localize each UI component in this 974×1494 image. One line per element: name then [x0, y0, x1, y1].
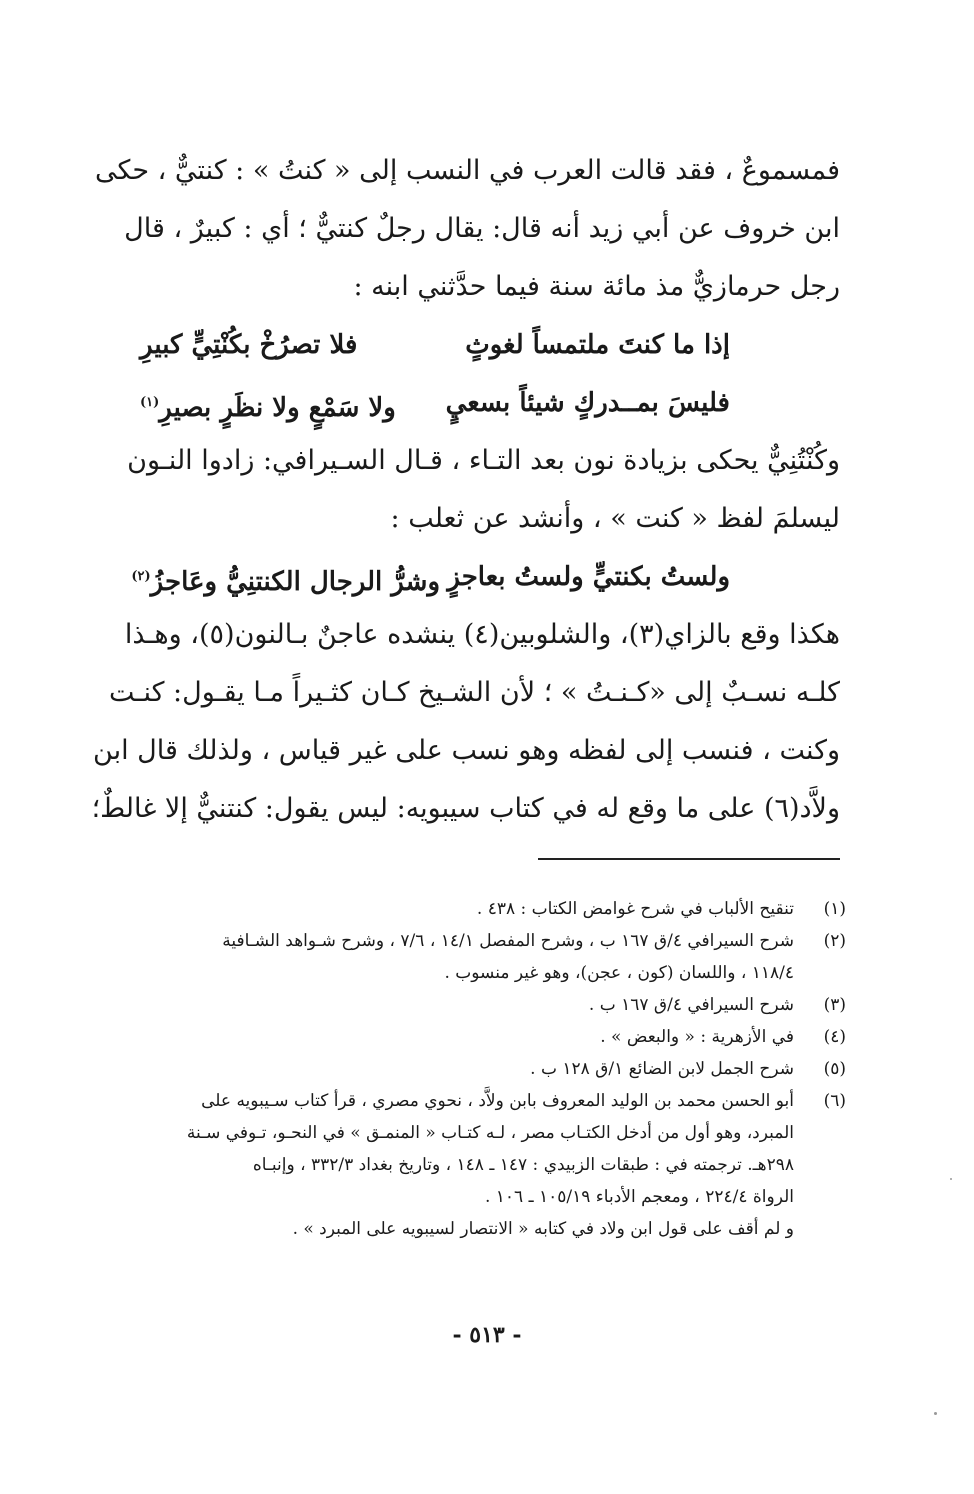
footnote-number: (١): [823, 899, 846, 919]
footnote-text: تنقيح الألباب في شرح غوامض الكتاب : ٤٣٨ .: [476, 899, 794, 919]
footnote-ref: (٢): [131, 569, 151, 584]
footnote: [140, 1021, 846, 1053]
verse-hemistich: ولا سَمْعٍ ولا نظَرٍ بصيرِ$^{(١)}$: [140, 393, 396, 423]
footnote-number: (٢): [823, 931, 846, 951]
footnote-continuation: و لم أقف على قول ابن ولاد في كتابه « الانتصار لسيبويه على المبرد » .: [292, 1219, 794, 1239]
footnote: [140, 893, 846, 925]
footnote-text: المبرد، وهو أول من أدخل الكتـاب مصر ، لـه كتـاب « المنمـق » في النحـو، تـوفي سـنة: [186, 1123, 794, 1143]
footnote-text: شرح السيرافي ٤/ق ١٦٧ ب ، وشرح المفصل ١٤/١ ، ٧/٦ ، وشرح شـواهد الشـافية: [222, 931, 794, 951]
footnote-number: (٣): [823, 995, 846, 1015]
text-line: هكذا وقع بالزاي(٣)، والشلوبين(٤) ينشده عاجنٌ بـالنون(٥)، وهـذا: [124, 619, 840, 650]
footnote: [140, 989, 846, 1021]
footnote: [140, 1085, 846, 1213]
footnote-number: (٦): [823, 1091, 846, 1111]
footnote-text: أبو الحسن محمد بن الوليد المعروف بابن ولاَّد ، نحوي مصري ، قرأ كتاب سـيبويه على: [201, 1091, 794, 1111]
text-line: كلـه نسـبٌ إلى «كـنـتُ » ؛ لأن الشـيخ كـان كثـيراً مـا يقـول: كنـت: [109, 677, 840, 708]
verse-hemistich: إذا ما كنتَ ملتمساً لغوثٍ: [465, 330, 730, 360]
footnote-text: شرح الجمل لابن الضائع ١/ق ١٢٨ ب .: [530, 1059, 794, 1079]
footnote-text: ٢٩٨هـ. ترجمته في : طبقات الزبيدي : ١٤٧ ـ ١٤٨ ، وتاريخ بغداد ٣٣٢/٣ ، وإنبـاه: [252, 1155, 794, 1175]
scan-speck: [950, 1178, 952, 1180]
verse-hemistich: فلا تصرُخْ بكُنْتِيٍّ كبيرِ: [140, 330, 358, 360]
footnote-text: في الأزهرية : « والبعض » .: [600, 1027, 794, 1047]
verse-hemistich: ولستُ بكنتيٍّ ولستُ بعاجزٍ: [447, 562, 730, 592]
text-line: ابن خروف عن أبي زيد أنه قال: يقال رجلٌ كنتيٌّ ؛ أي : كبيرٌ ، قال: [124, 213, 840, 244]
text-line: رجل حرمازيٌّ مذ مائة سنة فيما حدَّثني ابنه :: [353, 271, 840, 302]
footnote-separator: [538, 858, 840, 860]
scan-speck: [934, 1412, 937, 1415]
footnote: [140, 925, 846, 989]
footnote: [140, 1053, 846, 1085]
footnote-text: الرواة ٢٢٤/٤ ، ومعجم الأدباء ١٠٥/١٩ ـ ١٠٦ .: [484, 1187, 794, 1207]
text-line: ولاَّد(٦) على ما وقع له في كتاب سيبويه: ليس يقول: كنتنيٌّ إلا غالطٌ؛: [91, 793, 840, 824]
main-text: [91, 142, 840, 838]
footnote-ref: (١): [140, 395, 160, 410]
poem-verse: [131, 548, 840, 606]
poem-verse: [140, 316, 840, 432]
page-number: - ٥١٣ -: [452, 1322, 522, 1348]
text-line: وكنت ، فنسب إلى لفظه وهو نسب على غير قياس ، ولذلك قال ابن: [93, 735, 840, 766]
verse-hemistich: وشرُّ الرجال الكنتنِيُّ وعَاجزُ$^{(٢)}$: [131, 567, 440, 597]
footnote-text: شرح السيرافي ٤/ق ١٦٧ ب .: [588, 995, 794, 1015]
footnotes: [140, 893, 846, 1245]
footnote-number: (٤): [823, 1027, 846, 1047]
footnote-text: ١١٨/٤ ، واللسان (كون ، عجن)، وهو غير منسوب .: [444, 963, 794, 983]
text-line: وكُنْتُنِيٌّ يحكى بزيادة نون بعد التـاء ، قـال السـيرافي: زادوا النـون: [127, 445, 840, 476]
text-line: فمسموعٌ ، فقد قالت العرب في النسب إلى « كنتُ » : كنتيٌّ ، حكى: [94, 155, 840, 186]
text-line: ليسلمَ لفظ « كنت » ، وأنشد عن ثعلب :: [390, 503, 840, 534]
verse-hemistich: فليسَ بمــدركٍ شيئاً بسعيٍ: [445, 388, 730, 418]
footnote-number: (٥): [823, 1059, 846, 1079]
